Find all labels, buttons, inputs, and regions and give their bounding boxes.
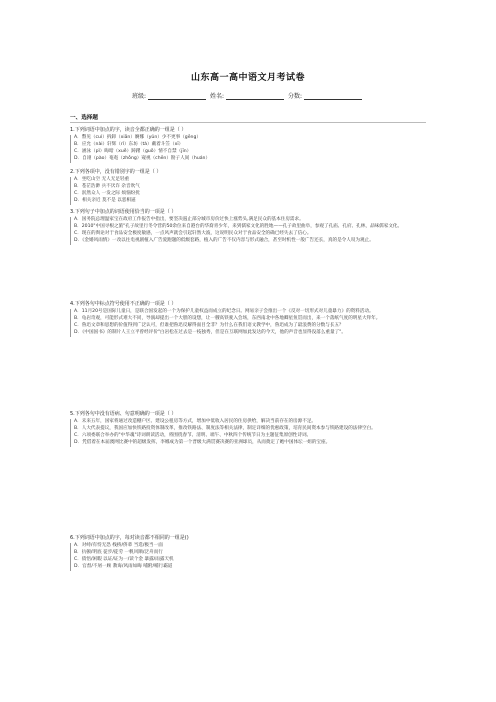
option: D．《中国国书》的制片人王立平曾经评价"白岩松在过去是一枝独秀，但是在互联网加此发达的今天，他的声音也显得没落么重量了"。 (74, 329, 346, 335)
class-label: 班级: (132, 93, 147, 100)
score-label: 分数: (287, 93, 302, 100)
section-divider (70, 122, 426, 123)
question-stem: 6.下列词语中加点的字，每对读音都不相同的一组是() (70, 535, 189, 541)
options-block (70, 177, 430, 205)
question-2 (70, 169, 430, 205)
option: D．《金婚风雨情》一改以往电视剧植入广告爱跑题的低级套路，植入的广告不仅内容与形式融合，甚至时机性一般广告还长，真的是令人叹为观止。 (74, 237, 374, 243)
option: C．六项委联合举办的"中华魂"诗词朗读活动，将围绕春节、清明、端午、中秋四个传统节日为主题征集原创性诗词。 (74, 432, 312, 438)
question-stem: 5.下列各句中没有语病、句意明确的一项是（ ） (70, 411, 177, 417)
question-5 (70, 411, 430, 447)
score-blank (304, 93, 362, 100)
question-6 (70, 535, 430, 571)
option: C．鲁迅文章和思想的价值得到广泛认可，但谁把鲁迅反解得面目全非？为什么在我们语文教学中，鲁迅成为了最浪费的分数与长五？ (74, 322, 344, 328)
option: C．债悟/闲暇 以证/证为一/读个金 暴露/雨露天机 (74, 556, 174, 562)
option: A．国务院总理温家宝在政府工作报告中指出，要坚决遏止部分城市房价过快上涨势头,满足民众的基本住房需求。 (74, 217, 304, 222)
option: B．龟岩奇观，可能形式难大不同，导演却提出一个大胆的设想，让一艘高铁驶入会场，东西南北中各地卿星鱼贯而出，来一个落纸气度的明星大拜年。 (74, 315, 381, 321)
options-block (70, 217, 430, 245)
page-title: 山东高一高中语文月考试卷 (190, 73, 305, 83)
options-block (70, 543, 430, 571)
option: C．现在的舆论对于食品安全极度敏感，一点风声就会引起轩然大波，这说明民众对于食品安全的确已经失去了信心。 (74, 230, 312, 236)
question-4 (70, 301, 430, 337)
student-info-line (0, 91, 496, 100)
option: D．自诩（pào）奄奄（zhǒng）窥视（chēn）勘子人间（huán） (74, 155, 211, 161)
option: A．瞥见（cuì）拆卸（xiān）婀娜（yǔn）少不更事（gēng） (74, 135, 201, 140)
question-stem: 3.下列句子中加点的词语使用恰当的一项是（ ） (70, 209, 177, 215)
option: B．抗顿/明底 徒步/徒劳 一帆风顺/泛舟而行 (74, 549, 163, 555)
option: A．11月20号是国际儿童日，是联合国发起的一个为保护儿童权益而成立的纪念日。网易亲子会推出一个《反对一切形式对儿童暴力》的资料活动。 (74, 309, 374, 314)
options-block (70, 419, 430, 447)
option: D．凭借着在本届澳网比赛中的超级发挥，李娜成为第一个晋级大满贯赛决赛的亚洲球员，从而奠定了她中国体坛一姐的宝座。 (74, 439, 331, 445)
class-blank (148, 93, 206, 100)
question-stem: 4.下列各句中标点符号使用不正确的一项是（ ） (70, 301, 177, 307)
option: C．泯然众人 一发之际 烦恼纷扰 (74, 190, 140, 196)
name-blank (226, 93, 284, 100)
question-1 (70, 127, 430, 163)
option: A．坐吃山空 无人无足轻重 (74, 177, 130, 182)
option: A．未来五年，国家将通过改造棚户区、建设公租房等方式，增加中低收入居民的住房供给，解决当前存在的房源不足。 (74, 419, 317, 424)
question-stem: 2.下列各项中，没有错别字的一组是（ ） (70, 169, 162, 175)
option: B．人大代表提议，我国应加快铁路投资体制改革，推改铁路法、制度法等相关法律，制定详细的优惠政策，培育民间资本参与铁路建设的法律空白。 (74, 425, 376, 431)
options-block (70, 309, 430, 337)
question-stem: 1.下列词语中加点的字，读音全都正确的一组是（ ） (70, 127, 187, 133)
section-heading: 一、选择题 (70, 115, 98, 121)
name-label: 姓名: (209, 93, 225, 100)
option: A．对峙/有恃无恐 栈桥/侪辈 当选/极当一面 (74, 543, 163, 548)
options-block (70, 135, 430, 163)
option: B．应允（nài）轩辉（rǐ）东坊（tà）戴着斗笠（xī） (74, 141, 184, 147)
option: B．苍茫浩渺 兵不厌诈 杂音吹气 (74, 183, 140, 189)
question-3 (70, 209, 430, 245)
option: D．官督/不屑一顾 教诲/风雨如晦 哺附/哺行霸道 (74, 563, 173, 569)
option: D．相关亲近 莫不是 以恶相逼 (74, 197, 136, 203)
option: B．2010"中国寻根之旅"孔子故里行冬令营的50余位来自港台的华裔青少年，来到儒家文化的胜地——孔子故里曲阜，参观了孔庙、孔府、孔林，品味儒家文化。 (74, 223, 403, 229)
option: C．涵泳（pǐ）晦暗（xuě）踌躇（guǒ）情不自禁（jīn） (74, 148, 192, 154)
